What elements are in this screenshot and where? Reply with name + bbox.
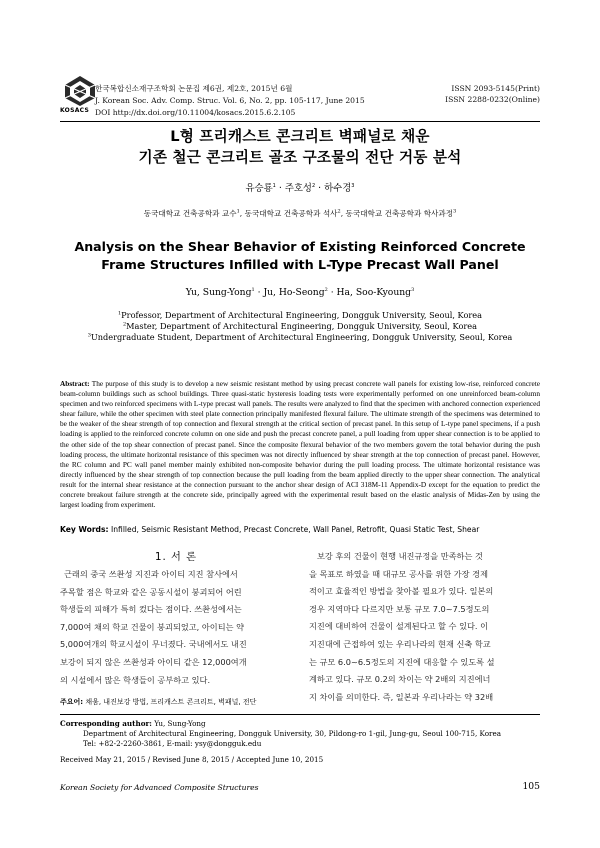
journal-english-citation: J. Korean Soc. Adv. Comp. Struc. Vol. 6, No. 2, pp. 105-117, June 2015 <box>95 96 365 105</box>
body-left-column <box>60 566 292 689</box>
english-affiliation-3: $^3$Undergraduate Student, Department of Architectural Engineering, Dongguk University, Seoul, Korea <box>87 332 513 342</box>
english-title-line1: Analysis on the Shear Behavior of Existing Reinforced Concrete <box>74 239 526 254</box>
korean-author-2: 주호성 <box>284 183 312 194</box>
korean-title-line1: L형 프리캐스트 콘크리트 벽패널로 채운 <box>170 128 430 145</box>
english-author-2: Ju, Ho-Seong <box>263 287 325 298</box>
body-line: 근래의 중국 쓰촨성 지진과 아이티 지진 참사에서 <box>64 569 238 579</box>
english-title-line2: Frame Structures Infilled with L-Type Precast Wall Panel <box>101 257 499 272</box>
body-line: 주목할 점은 학교와 같은 공동시설이 붕괴되어 어린 <box>60 586 242 597</box>
body-line: 7,000여 채의 학교 건물이 붕괴되었고, 아이티는 약 <box>60 621 245 632</box>
footnote-rule <box>60 714 540 715</box>
body-right-column <box>309 548 541 706</box>
abstract-text: The purpose of this study is to develop a new seismic resistant method by using precast concrete wall panels for existing low-rise, reinforced concrete beam-column buildings such as school buildings. Three quasi-static hysteresis loading tests were experimentally performed on one unreinforced beam-column specimen and two reinforced specimens with L-type precast wall panels. The results were analyzed to find that the specimen with anchored connection experienced shear failure, while the other specimen with steel plate connection principally manifested flexural failure. The ultimate strength of the specimens was determined to be the weaker of the shear strength of top connection and flexural strength at the critical section of precast panel. In this setup of L-type panel specimens, if a push loading is applied to the reinforced concrete column on one side and push the precast concrete panel, a pull loading from upper shear connection is to be applied to the other side of the top shear connection of precast panel. Since the composite flexural behavior of the two members govern the total behavior during the push loading process, the ultimate horizontal resistance of this specimen was not directly influenced by shear strength at the top connection of precast panel. However, the RC column and PC wall panel member mainly exhibited non-composite behavior during the pull loading process. The ultimate horizontal resistance was directly influenced by the shear strength of top connection because the pull loading from the beam applied directly to the upper shear connection. The analytical result for the internal shear resistance at the connection pursuant to the anchor shear design of ACI 318M-11 Appendix-D except for the equation to predict the concrete breakout failure strength at the concrete side, principally agreed with the experimental result based on the elastic analysis of Midas-Zen by using the largest loading from experiment. <box>60 379 540 510</box>
keywords <box>60 525 540 534</box>
korean-title-line2: 기존 철근 콘크리트 골조 구조물의 전단 거동 분석 <box>138 149 462 166</box>
body-line: 적이고 효율적인 방법을 찾아볼 필요가 있다. 일본의 <box>309 586 494 597</box>
english-author-3: Ha, Soo-Kyoung <box>336 287 412 298</box>
doi-link[interactable]: DOI http://dx.doi.org/10.11004/kosacs.2015.6.2.105 <box>95 108 296 117</box>
logo-text: KOSACS <box>60 107 90 114</box>
body-line: 학생들의 피해가 특히 컸다는 점이다. 쓰촨성에서는 <box>60 604 242 615</box>
korean-authors: 유승룡$^1$ · 주호성$^2$ · 하수경$^3$ <box>245 182 355 194</box>
korean-author-3: 하수경 <box>324 183 352 194</box>
body-line: 경우 지역마다 다르지만 보통 규모 7.0~7.5정도의 <box>309 603 490 614</box>
corresponding-address: Department of Architectural Engineering, Dongguk University, 30, Pildong-ro 1-gil, Jung-gu, Seoul 100-715, Korea <box>83 729 502 738</box>
keywords-text: Infilled, Seismic Resistant Method, Precast Concrete, Wall Panel, Retrofit, Quasi Static Test, Shear <box>110 525 480 534</box>
section-heading: 1. 서 론 <box>155 552 197 563</box>
corresponding-contact[interactable]: Tel: +82-2-2260-3861, E-mail: ysy@dongguk.edu <box>83 739 262 748</box>
body-line: 보강이 되지 않은 쓰촨성과 아이티 같은 12,000여개 <box>60 656 247 667</box>
corresponding-author: Corresponding author: Yu, Sung-Yong <box>60 719 206 728</box>
body-line: 5,000여개의 학교시설이 무너졌다. 국내에서도 내진 <box>60 639 247 650</box>
body-line: 지진대에 근접하여 있는 우리나라의 현재 신축 학교 <box>309 638 491 649</box>
korean-keywords: 주요어: 채움, 내진보강 방법, 프리캐스트 콘크리트, 벽패널, 전단 <box>60 698 257 706</box>
abstract <box>60 379 540 510</box>
english-affiliation-2: $^2$Master, Department of Architectural Engineering, Dongguk University, Seoul, Korea <box>122 321 478 331</box>
keywords-label: Key Words: <box>60 525 109 534</box>
page-number: 105 <box>522 781 540 792</box>
footer-journal: Korean Society for Advanced Composite Structures <box>60 783 259 792</box>
body-line: 지 차이를 의미한다. 즉, 일본과 우리나라는 약 32배 <box>309 691 494 702</box>
body-line: 는 규모 6.0~6.5정도의 지진에 대응할 수 있도록 설 <box>309 656 495 667</box>
korean-author-1: 유승룡 <box>245 183 273 194</box>
body-line: 의 시설에서 많은 학생들이 공부하고 있다. <box>60 674 211 685</box>
header-rule <box>60 121 540 122</box>
abstract-label: Abstract: <box>60 379 90 388</box>
issn-online: ISSN 2288-0232(Online) <box>445 95 540 104</box>
body-line: 보강 후의 건물이 현행 내진규정을 만족하는 것 <box>317 551 483 561</box>
kosacs-logo <box>62 75 98 107</box>
body-line: 지진에 대비하여 건물이 설계된다고 할 수 있다. 이 <box>309 621 489 632</box>
english-affiliation-1: $^1$Professor, Department of Architectural Engineering, Dongguk University, Seoul, Korea <box>117 310 483 320</box>
received-dates: Received May 21, 2015 / Revised June 8, 2015 / Accepted June 10, 2015 <box>60 755 324 764</box>
body-line: 을 목표로 하였을 때 대규모 공사를 위한 가장 경제 <box>309 568 489 579</box>
korean-affiliations: 동국대학교 건축공학과 교수$^1$, 동국대학교 건축공학과 석사$^2$, 동국대학교 건축공학과 학사과정$^3$ <box>143 208 457 218</box>
issn-print: ISSN 2093-5145(Print) <box>451 84 540 93</box>
body-line: 계하고 있다. 규모 0.2의 차이는 약 2배의 지진에너 <box>309 674 491 685</box>
english-author-1: Yu, Sung-Yong <box>185 287 252 298</box>
journal-korean-citation: 한국복합신소재구조학회 논문집 제6권, 제2호, 2015년 6월 <box>95 84 293 93</box>
english-authors: Yu, Sung-Yong$^1$ · Ju, Ho-Seong$^2$ · Ha, Soo-Kyoung$^3$ <box>185 286 415 298</box>
